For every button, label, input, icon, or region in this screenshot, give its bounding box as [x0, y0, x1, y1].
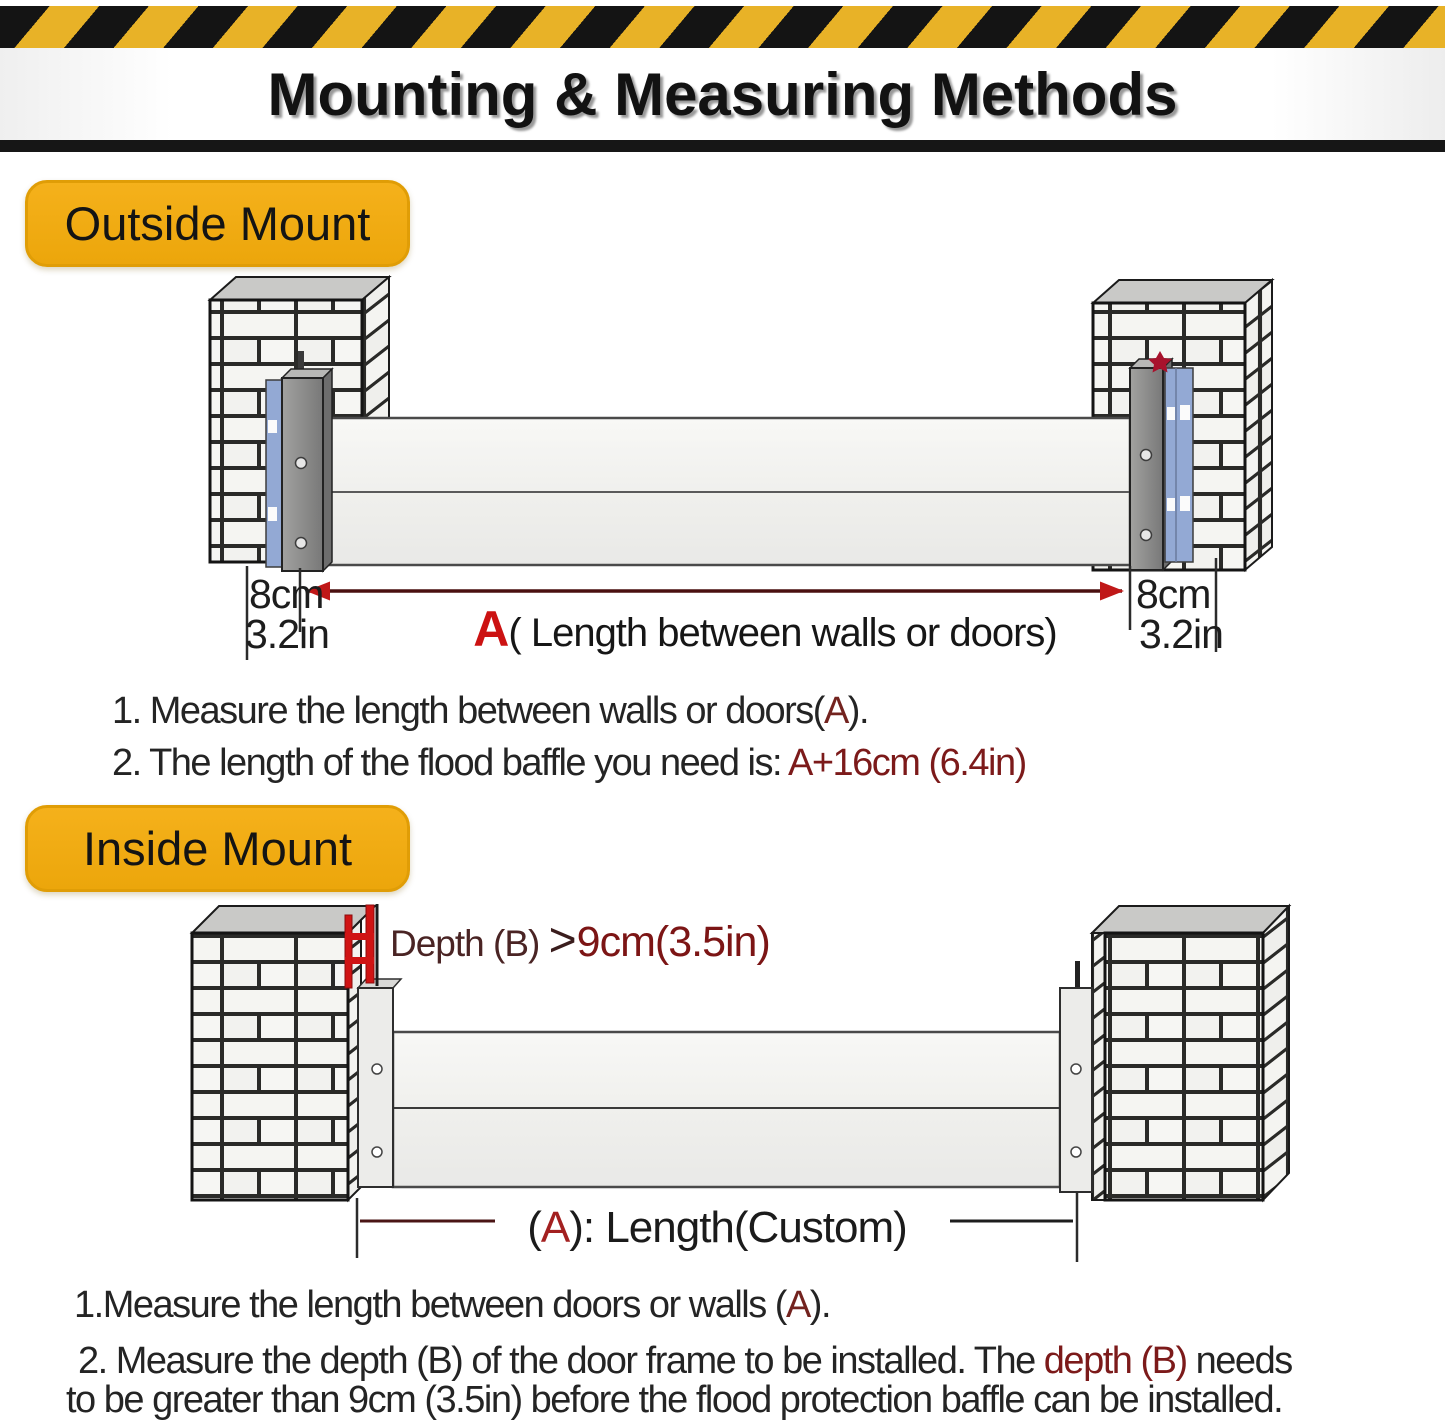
inside-mount-badge [25, 805, 410, 892]
inside-right-brick-pillar [1092, 906, 1289, 1200]
outside-left-offset-cm: 8cm [249, 571, 324, 617]
outside-step-2: 2. The length of the flood baffle you need is: A+16cm (6.4in) [112, 742, 1026, 784]
outside-span-label [400, 600, 1130, 658]
outside-step-1: 1. Measure the length between walls or doors(A). [112, 690, 869, 732]
outside-left-seal-strip [266, 380, 283, 567]
span-label-text: ( Length between walls or doors) [508, 611, 1057, 655]
inside-mount-badge-label: Inside Mount [82, 822, 353, 875]
outside-mount-badge [25, 180, 410, 267]
inside-step-2-line-2: to be greater than 9cm (3.5in) before the flood protection baffle can be installed. [66, 1379, 1283, 1421]
outside-left-offset-in: 3.2in [245, 611, 329, 657]
inside-step-1: 1.Measure the length between doors or walls (A). [74, 1284, 831, 1326]
inside-right-channel [1060, 961, 1092, 1192]
span-label-a: A [473, 601, 509, 657]
page-title: Mounting & Measuring Methods [267, 60, 1178, 128]
title-band [0, 48, 1445, 140]
inside-flood-barrier-panels [393, 1032, 1060, 1187]
title-divider-bar [0, 140, 1445, 152]
outside-right-offset-cm: 8cm [1136, 571, 1211, 617]
outside-right-offset-in: 3.2in [1139, 611, 1223, 657]
inside-step-2-line-1: 2. Measure the depth (B) of the door frame to be installed. The depth (B) needs [78, 1340, 1292, 1382]
outside-left-mount-bracket [282, 351, 332, 571]
outside-right-seal-strip [1165, 368, 1193, 562]
inside-length-label: (A): Length(Custom) [527, 1203, 907, 1252]
depth-label: Depth (B) >9cm(3.5in) [390, 914, 770, 967]
outside-mount-badge-label: Outside Mount [64, 197, 371, 250]
outside-flood-barrier-panels [323, 418, 1130, 565]
hazard-stripe-banner [0, 6, 1445, 48]
